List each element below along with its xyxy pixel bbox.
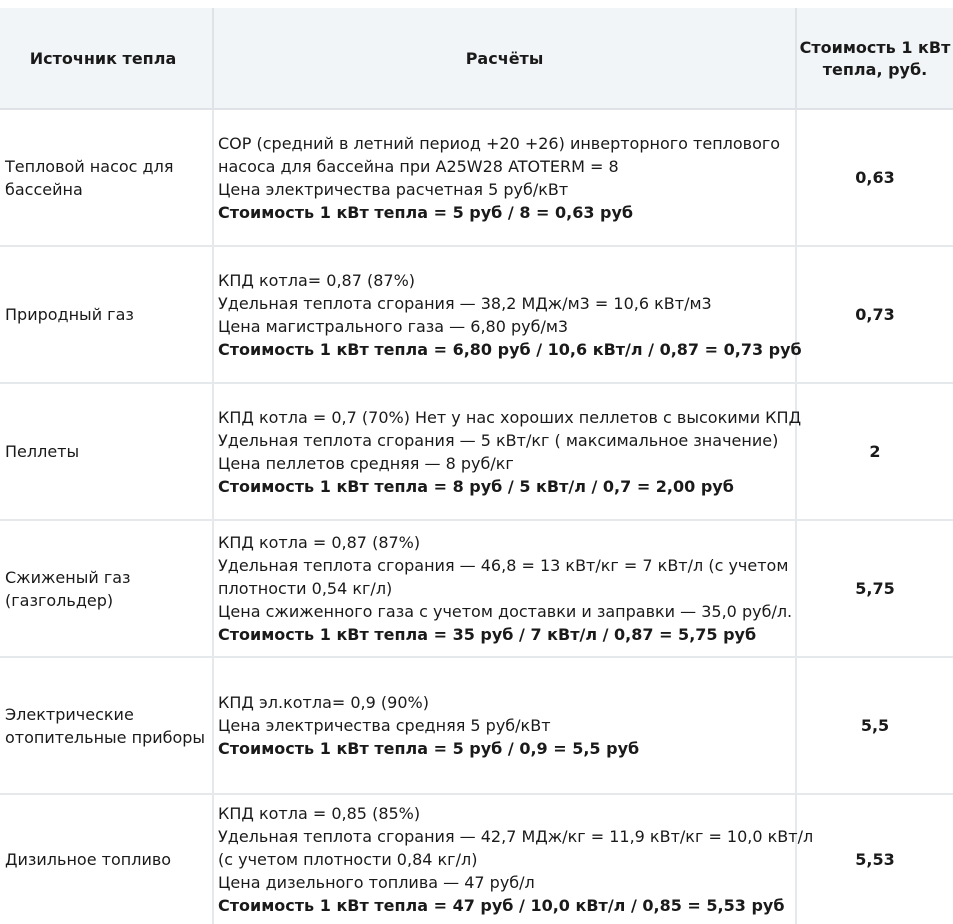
calc-result: Стоимость 1 кВт тепла = 47 руб / 10,0 кВт/л / 0,85 = 5,53 руб	[218, 896, 785, 915]
table-row	[0, 247, 953, 384]
calc-line: Цена дизельного топлива — 47 руб/л	[218, 873, 535, 892]
calc-line: Удельная теплота сгорания — 5 кВт/кг ( максимальное значение)	[218, 430, 779, 450]
table-row	[0, 110, 953, 247]
header-source: Источник тепла	[29, 48, 177, 68]
calc-line: Удельная теплота сгорания — 38,2 МДж/м3 = 10,6 кВт/м3	[218, 293, 712, 313]
calc-line: КПД котла = 0,7 (70%) Нет у нас хороших пеллетов с высокими КПД	[218, 407, 802, 427]
calc-line: насоса для бассейна при A25W28 ATOTERM = 8	[218, 156, 619, 176]
calc-cell	[212, 384, 802, 519]
table-row	[0, 658, 953, 795]
source-label: Дизильное топливо	[5, 850, 172, 869]
table-row	[0, 521, 953, 658]
header-calc: Расчёты	[212, 8, 797, 108]
cost-value: 0,63	[855, 168, 895, 187]
calc-cell	[212, 795, 814, 924]
calc-line: COP (средний в летний период +20 +26) инверторного теплового	[218, 133, 781, 153]
cost-value: 5,53	[855, 850, 895, 869]
calc-line: КПД котла= 0,87 (87%)	[218, 270, 416, 290]
calc-cell	[212, 247, 802, 382]
source-cell	[0, 110, 212, 245]
calc-line: Удельная теплота сгорания — 46,8 = 13 кВт/кг = 7 кВт/л (с учетом	[218, 556, 789, 575]
calc-cell	[212, 521, 797, 656]
source-label: Тепловой насос для бассейна	[5, 156, 174, 199]
table-header-row	[0, 8, 953, 110]
calc-result: Стоимость 1 кВт тепла = 5 руб / 0,9 = 5,5 руб	[218, 739, 640, 758]
source-label: Сжиженый газ (газгольдер)	[5, 567, 131, 610]
calc-line: КПД котла = 0,85 (85%)	[218, 804, 421, 823]
calc-line: Цена пеллетов средняя — 8 руб/кг	[218, 453, 514, 473]
cost-value: 2	[869, 442, 881, 461]
calc-line: Цена сжиженного газа с учетом доставки и заправки — 35,0 руб/л.	[218, 602, 793, 621]
source-label: Электрические отопительные приборы	[5, 704, 206, 747]
source-cell	[0, 247, 212, 382]
calc-line: КПД котла = 0,87 (87%)	[218, 533, 421, 552]
calc-line: Цена электричества средняя 5 руб/кВт	[218, 716, 551, 735]
source-cell	[0, 658, 212, 793]
calc-line: Цена магистрального газа — 6,80 руб/м3	[218, 316, 569, 336]
calc-cell	[212, 658, 797, 793]
calc-result: Стоимость 1 кВт тепла = 6,80 руб / 10,6 кВт/л / 0,87 = 0,73 руб	[218, 339, 802, 359]
calc-cell	[212, 110, 797, 245]
cost-value: 5,5	[860, 716, 890, 735]
calc-line: (с учетом плотности 0,84 кг/л)	[218, 850, 478, 869]
header-cost: Стоимость 1 кВт тепла, руб.	[799, 38, 951, 79]
cost-value: 0,73	[855, 305, 895, 324]
table-row	[0, 795, 953, 924]
source-cell	[0, 795, 212, 924]
calc-result: Стоимость 1 кВт тепла = 5 руб / 8 = 0,63 руб	[218, 202, 634, 222]
cost-value: 5,75	[855, 579, 895, 598]
calc-result: Стоимость 1 кВт тепла = 35 руб / 7 кВт/л / 0,87 = 5,75 руб	[218, 625, 757, 644]
calc-line: плотности 0,54 кг/л)	[218, 579, 393, 598]
calc-result: Стоимость 1 кВт тепла = 8 руб / 5 кВт/л / 0,7 = 2,00 руб	[218, 476, 734, 496]
table-row	[0, 384, 953, 521]
source-label: Пеллеты	[5, 442, 80, 461]
source-cell	[0, 521, 212, 656]
source-label: Природный газ	[5, 305, 134, 324]
calc-line: КПД эл.котла= 0,9 (90%)	[218, 693, 429, 712]
calc-line: Цена электричества расчетная 5 руб/кВт	[218, 179, 569, 199]
calc-line: Удельная теплота сгорания — 42,7 МДж/кг = 11,9 кВт/кг = 10,0 кВт/л	[218, 827, 814, 846]
source-cell	[0, 384, 212, 519]
